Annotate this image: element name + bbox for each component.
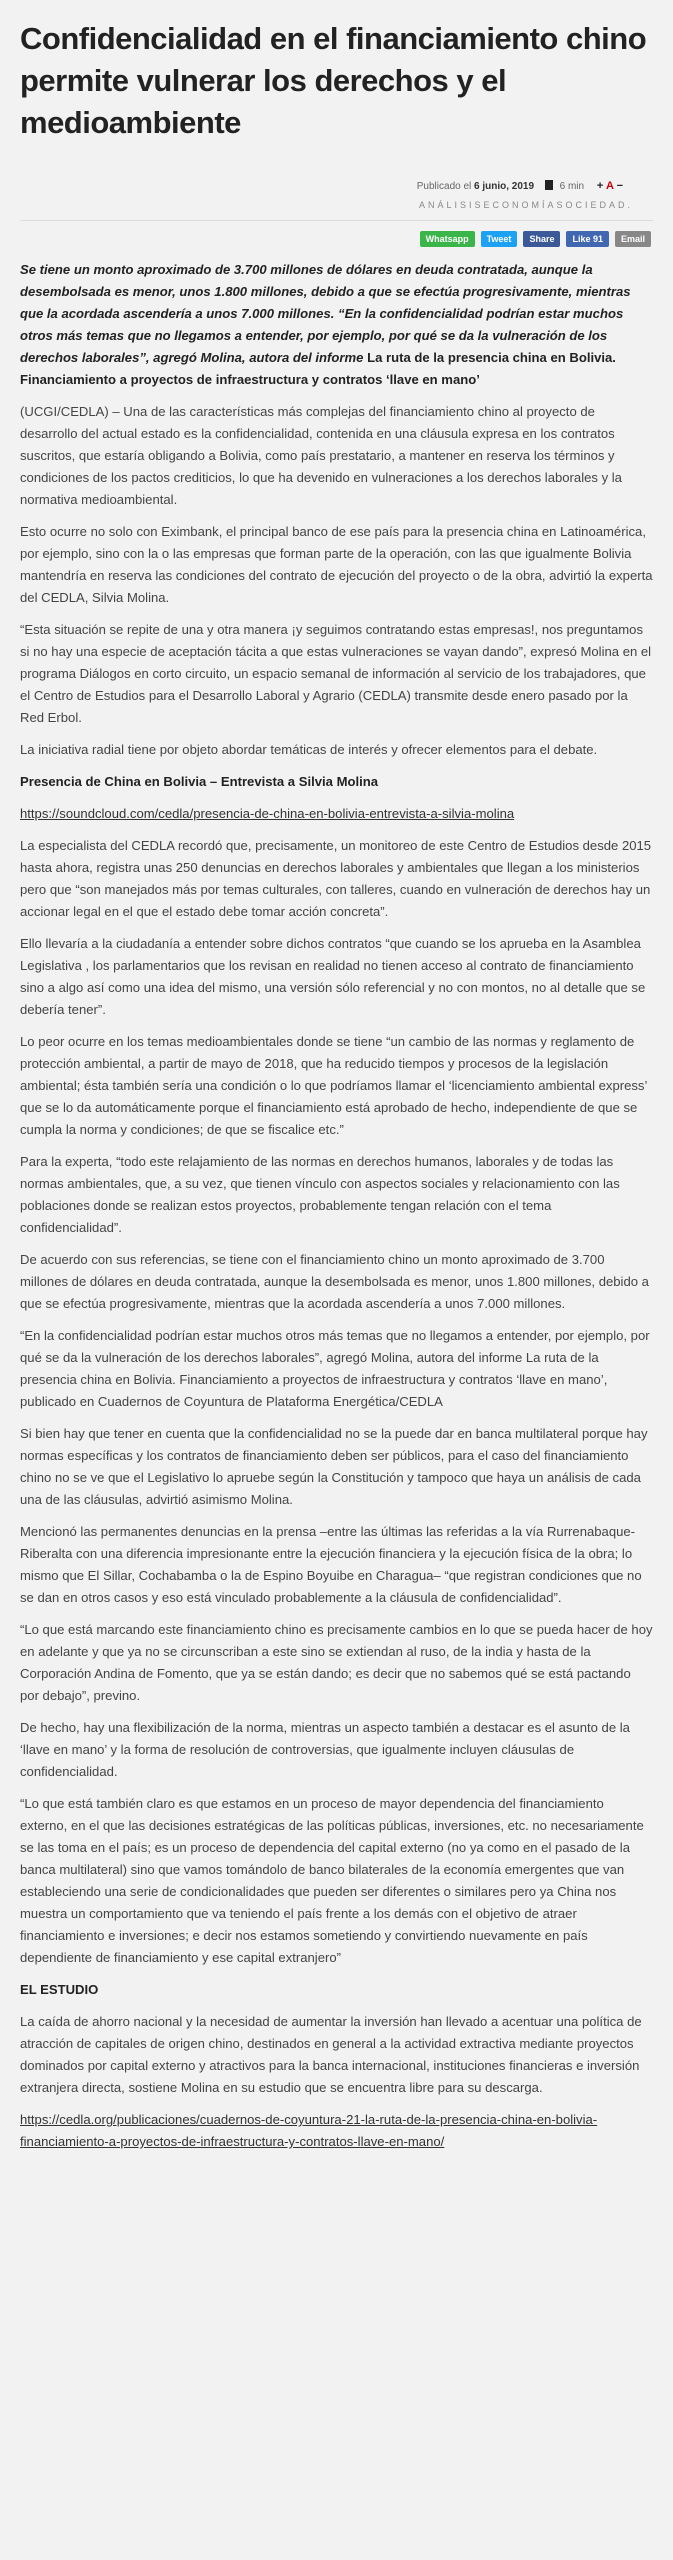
paragraph: “Lo que está también claro es que estamos en un proceso de mayor dependencia del financiamiento externo, en el que las decisiones estratégicas de las políticas públicas, inversiones, etc. no necesariamente se las toma en el país; es un proceso de dependencia del capital externo (no ya como en el pasado de la banca multilateral) sino que vamos tomándolo de banco bilaterales de la economía emergentes que van estableciendo una serie de condicionalidades que pueden ser diferentes o similares pero ya China nos muestra un comportamiento que va teniendo el país frente a los demás con el objetivo de atraer financiamiento e inversiones; e decir nos estamos sometiendo y convirtiendo nuevamente en país dependiente de financiamiento y ese capital extranjero”: [20, 1796, 644, 1965]
published-date: 6 junio, 2019: [474, 181, 535, 192]
article-lead: [20, 259, 653, 391]
facebook-like-button[interactable]: Like 91: [566, 231, 609, 247]
document-icon: [545, 180, 553, 190]
lead-italic: Se tiene un monto aproximado de 3.700 millones de dólares en deuda contratada, aunque la desembolsada es menor, unos 1.800 millones, debido a que se efectúa progresivamente, mientras que la acordada ascendería a unos 7.000 millones. “En la confidencialidad podrían estar muchos otros más temas que no llegamos a entender, por ejemplo, por qué se da la vulneración de los derechos laborales”, agregó Molina, autora del informe: [20, 262, 631, 365]
paragraph: Lo peor ocurre en los temas medioambientales donde se tiene “un cambio de las normas y reglamento de protección ambiental, a partir de mayo de 2018, que ha reducido tiempos y procesos de la legislación ambiental; ésta también sería una condición o lo que podríamos llamar el ‘licenciamiento ambiental express’ que se lo da automáticamente porque el financiamiento está aprobado de hecho, independiente de que se cumpla la norma y condiciones; de que se fiscalice etc.”: [20, 1034, 647, 1137]
paragraph: La caída de ahorro nacional y la necesidad de aumentar la inversión han llevado a acentuar una política de atracción de capitales de origen chino, destinados en general a la actividad extractiva mediante proyectos dominados por capital externo y atractivos para la banca internacional, instituciones financieras e inversión extranjera directa, sostiene Molina en su estudio que se encuentra libre para su descarga.: [20, 2014, 642, 2095]
read-time: 6 min: [559, 181, 585, 192]
article-meta: [20, 180, 653, 192]
share-bar: [20, 231, 653, 247]
published-prefix: Publicado el: [416, 181, 472, 192]
interview-heading: Presencia de China en Bolivia – Entrevista a Silvia Molina: [20, 774, 379, 789]
font-increase-button[interactable]: +: [596, 180, 604, 192]
study-heading: EL ESTUDIO: [20, 1982, 99, 1997]
paragraph: Esto ocurre no solo con Eximbank, el principal banco de ese país para la presencia china en Latinoamérica, por ejemplo, sino con la o las empresas que forman parte de la operación, con las que igualmente Bolivia mantendría en reserva las condiciones del contrato de ejecución del proyecto o de la obra, advirtió la experta del CEDLA, Silvia Molina.: [20, 524, 653, 605]
paragraph: “Esta situación se repite de una y otra manera ¡y seguimos contratando estas empresas!, nos preguntamos si no hay una especie de aceptación tácita a que estas vulneraciones se vayan dando”, expresó Molina en el programa Diálogos en corto circuito, un espacio semanal de información al servicio de los trabajadores, que el Centro de Estudios para el Desarrollo Laboral y Agrario (CEDLA) transmite desde enero pasado por la Red Erbol.: [20, 622, 652, 725]
paragraph: Para la experta, “todo este relajamiento de las normas en derechos humanos, laborales y de todas las normas ambientales, que, a su vez, que tienen vínculo con aspectos sociales y relacionamiento con las poblaciones donde se realizan estos proyectos, probablemente tengan relación con el tema confidencialidad”.: [20, 1154, 620, 1235]
paragraph: “En la confidencialidad podrían estar muchos otros más temas que no llegamos a entender, por ejemplo, por qué se da la vulneración de los derechos laborales”, agregó Molina, autora del informe La ruta de la presencia china en Bolivia. Financiamiento a proyectos de infraestructura y contratos ‘llave en mano’, publicado en Cuadernos de Coyuntura de Plataforma Energética/CEDLA: [20, 1328, 650, 1409]
facebook-share-button[interactable]: Share: [523, 231, 560, 247]
paragraph: De acuerdo con sus referencias, se tiene con el financiamiento chino un monto aproximado de 3.700 millones de dólares en deuda contratada, aunque la desembolsada es menor, unos 1.800 millones, debido a que se efectúa progresivamente, mientras que la acordada ascendería a unos 7.000 millones.: [20, 1252, 649, 1311]
paragraph: Si bien hay que tener en cuenta que la confidencialidad no se la puede dar en banca multilateral porque hay normas específicas y los contratos de financiamiento deben ser públicos, para el caso del financiamiento chino no se ve que el Legislativo lo apruebe según la Constitución y tampoco que haya un análisis de cada una de las cláusulas, advirtió asimismo Molina.: [20, 1426, 648, 1507]
font-reset-button[interactable]: A: [605, 180, 614, 192]
header-divider: [20, 220, 653, 221]
tweet-button[interactable]: Tweet: [481, 231, 518, 247]
paragraph: La especialista del CEDLA recordó que, precisamente, un monitoreo de este Centro de Estudios desde 2015 hasta ahora, registra unas 250 denuncias en derechos laborales y ambientales que llegan a los ministerios pero que “son manejados más por temas culturales, con talleres, cuando en vulneración de derechos hay un accionar legal en el que el estado debe tomar acción concreta”.: [20, 838, 652, 919]
article-body: [20, 259, 653, 2153]
paragraph: Mencionó las permanentes denuncias en la prensa –entre las últimas las referidas a la vía Rurrenabaque-Riberalta con una diferencia impresionante entre la ejecución financiera y la ejecución física de la obra; lo mismo que El Sillar, Cochabamba o la de Espino Boyuibe en Charagua– “que registran condiciones que no se dan en otros casos y eso está vinculado probablemente a la cláusula de confidencialidad”.: [20, 1524, 642, 1605]
soundcloud-link[interactable]: https://soundcloud.com/cedla/presencia-de-china-en-bolivia-entrevista-a-silvia-molina: [20, 806, 515, 821]
paragraph: (UCGI/CEDLA) – Una de las características más complejas del financiamiento chino al proyecto de desarrollo del actual estado es la confidencialidad, contenida en una cláusula expresa en los contratos suscritos, que estaría obligando a Bolivia, como país prestatario, a mantener en reserva los términos y condiciones de los pactos crediticios, lo que ha devenido en vulneraciones a los derechos laborales y la normativa medioambiental.: [20, 404, 622, 507]
paragraph: La iniciativa radial tiene por objeto abordar temáticas de interés y ofrecer elementos para el debate.: [20, 742, 598, 757]
whatsapp-share-button[interactable]: Whatsapp: [420, 231, 475, 247]
font-decrease-button[interactable]: −: [616, 180, 623, 192]
article-title: Confidencialidad en el financiamiento chino permite vulnerar los derechos y el medioambiente: [20, 21, 647, 140]
cedla-publication-link[interactable]: https://cedla.org/publicaciones/cuadernos-de-coyuntura-21-la-ruta-de-la-presencia-china-en-bolivia-financiamiento-a-proyectos-de-infraestructura-y-contratos-llave-en-mano/: [20, 2112, 598, 2149]
email-share-button[interactable]: Email: [615, 231, 651, 247]
paragraph: “Lo que está marcando este financiamiento chino es precisamente cambios en lo que se pueda hacer de hoy en adelante y que ya no se circunscriban a este sino se extiendan al ruso, de la india y hasta de la Corporación Andina de Fomento, que ya se están dando; es decir que no sabemos qué se está pactando por debajo”, previno.: [20, 1622, 653, 1703]
article-categories[interactable]: ANÁLISISECONOMÍASOCIEDAD.: [418, 200, 633, 210]
font-size-controls: [597, 180, 623, 192]
paragraph: Ello llevaría a la ciudadanía a entender sobre dichos contratos “que cuando se los aprueba en la Asamblea Legislativa , los parlamentarios que los revisan en realidad no tienen acceso al contrato de financiamiento sino a algo así como una idea del mismo, una versión sólo referencial y no con montos, no al detalle que se debería tener”.: [20, 936, 646, 1017]
paragraph: De hecho, hay una flexibilización de la norma, mientras un aspecto también a destacar es el asunto de la ‘llave en mano’ y la forma de resolución de controversias, que igualmente incluyen cláusulas de confidencialidad.: [20, 1720, 630, 1779]
lead-report-title: La ruta de la presencia china en Bolivia. Financiamiento a proyectos de infraestructura y contratos ‘llave en mano’: [20, 350, 616, 387]
